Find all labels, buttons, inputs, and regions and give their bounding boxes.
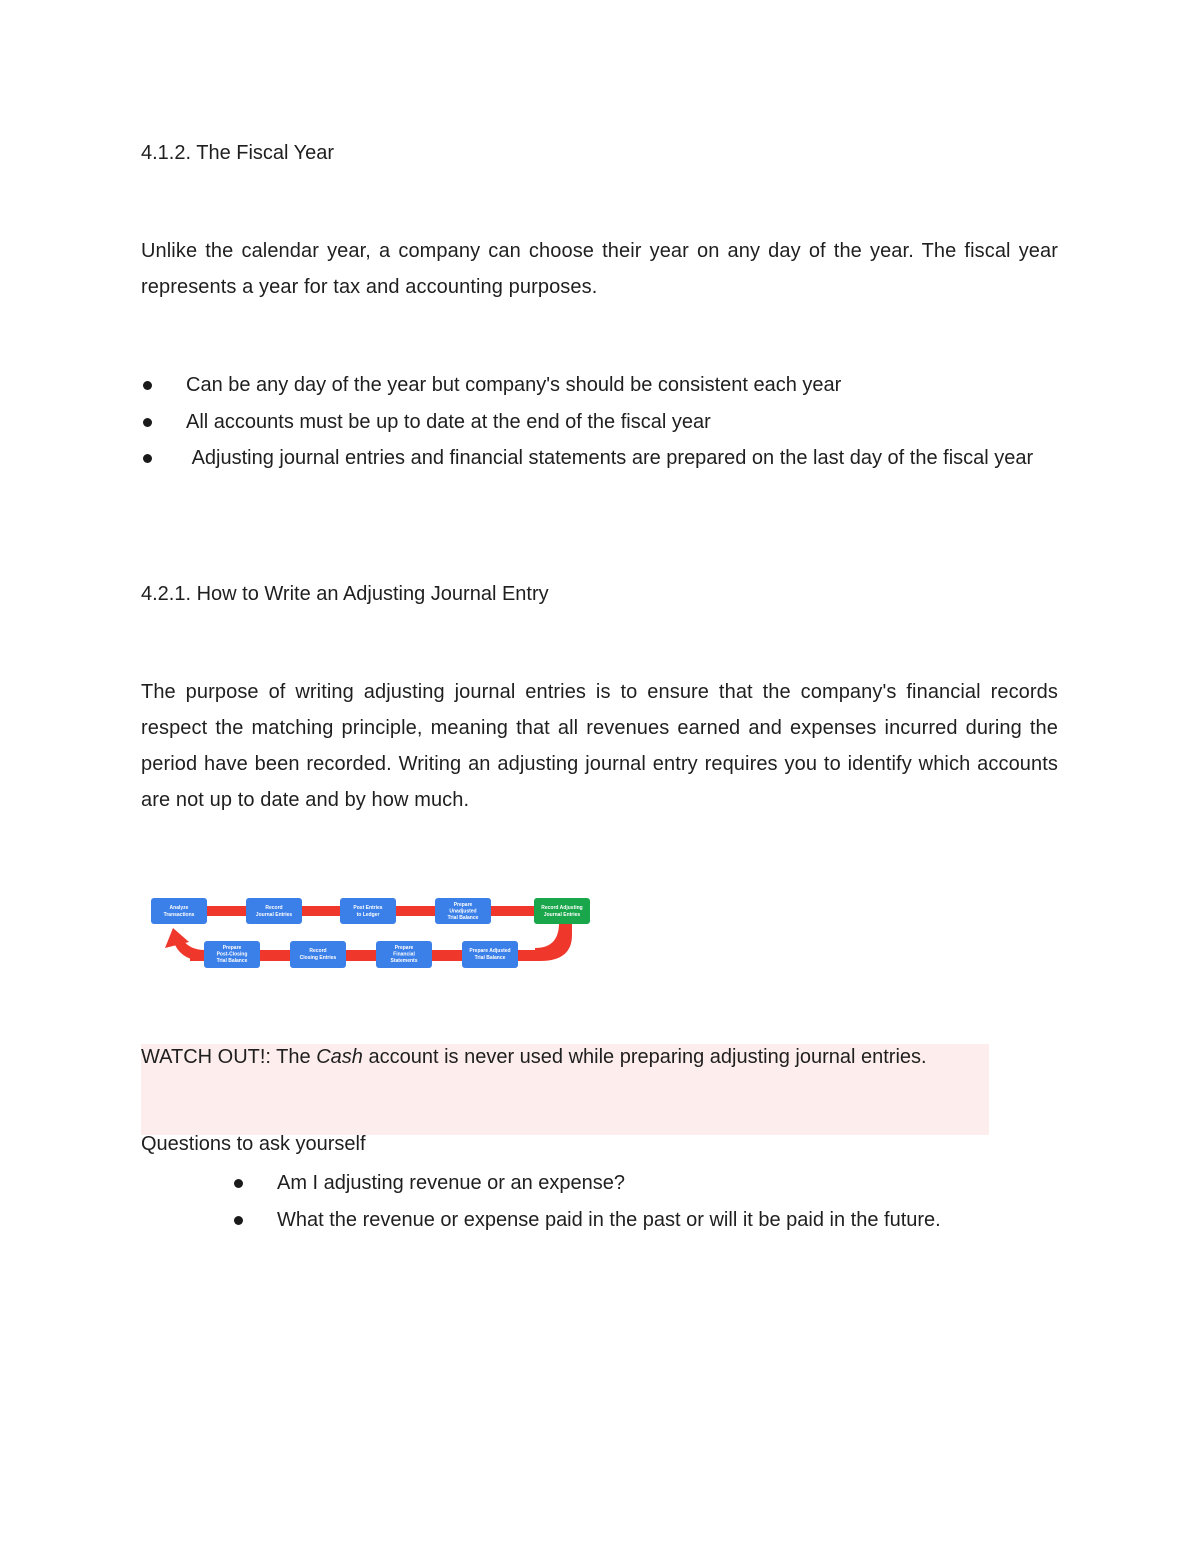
cycle-step <box>376 941 432 968</box>
cycle-step-label: Record <box>309 948 327 954</box>
watch-out-prefix: WATCH OUT!: The <box>141 1046 317 1068</box>
cycle-step-label: Unadjusted <box>449 908 477 915</box>
cycle-step-label: Post-Closing <box>216 951 248 958</box>
cycle-step-highlighted <box>534 898 590 924</box>
watch-out-suffix: account is never used while preparing adjusting journal entries. <box>362 1046 927 1068</box>
cycle-step-label: Prepare <box>394 945 414 951</box>
cycle-step-label: Analyze <box>169 905 189 911</box>
cycle-step-label: Transactions <box>163 912 195 918</box>
cycle-step-label: Trial Balance <box>447 915 479 921</box>
cycle-step-label: Record <box>265 905 283 911</box>
list-item <box>141 404 1058 441</box>
list-item <box>141 440 1058 477</box>
list-item-text: Am I adjusting revenue or an expense? <box>277 1172 625 1194</box>
list-item-text: What the revenue or expense paid in the past or will it be paid in the future. <box>277 1208 941 1231</box>
accounting-cycle-diagram <box>145 890 600 975</box>
section-heading-adjusting-entry: 4.2.1. How to Write an Adjusting Journal Entry <box>141 583 549 605</box>
cycle-step <box>290 941 346 968</box>
fiscal-year-bullet-list <box>141 367 1058 477</box>
questions-bullet-list <box>231 1165 1031 1238</box>
cycle-step-label: Closing Entries <box>299 955 337 961</box>
cycle-step-label: Financial <box>393 951 415 958</box>
cycle-step-label: Journal Entries <box>543 912 581 918</box>
bullet-icon <box>234 1179 243 1188</box>
watch-out-text <box>141 1041 927 1073</box>
cycle-step-label: Prepare <box>453 902 473 908</box>
cycle-step-label: Statements <box>390 958 418 964</box>
bullet-icon <box>143 418 152 427</box>
cycle-step-label: Journal Entries <box>255 912 293 918</box>
watch-out-emphasis: Cash <box>316 1046 363 1068</box>
cycle-step <box>462 941 518 968</box>
cycle-step-label: to Ledger <box>356 912 380 918</box>
list-item-text: Adjusting journal entries and financial statements are prepared on the last day of the fiscal year <box>186 447 1034 469</box>
cycle-step <box>204 941 260 968</box>
list-item-text: Can be any day of the year but company's should be consistent each year <box>186 374 842 396</box>
bullet-icon <box>143 381 152 390</box>
cycle-step-label: Prepare Adjusted <box>469 948 511 954</box>
cycle-step-label: Trial Balance <box>216 958 248 964</box>
cycle-step <box>435 898 491 924</box>
list-item <box>141 367 1058 404</box>
fiscal-year-paragraph: Unlike the calendar year, a company can choose their year on any day of the year. The fiscal year represents a year for tax and accounting purposes. <box>141 240 1058 298</box>
cycle-step <box>340 898 396 924</box>
cycle-step-label: Post Entries <box>353 905 383 911</box>
cycle-step <box>151 898 207 924</box>
cycle-step <box>246 898 302 924</box>
questions-heading: Questions to ask yourself <box>141 1133 366 1155</box>
cycle-step-label: Record Adjusting <box>541 905 583 911</box>
list-item <box>231 1202 1031 1239</box>
cycle-step-label: Trial Balance <box>474 955 506 961</box>
adjusting-entry-paragraph: The purpose of writing adjusting journal entries is to ensure that the company's financial records respect the matching principle, meaning that all revenues earned and expenses incurred during the period have been recorded. Writing an adjusting journal entry requires you to identify which accounts are not up to date and by how much. <box>141 681 1058 811</box>
cycle-step-label: Prepare <box>222 945 242 951</box>
list-item <box>231 1165 1031 1202</box>
bullet-icon <box>234 1216 243 1225</box>
section-heading-fiscal-year: 4.1.2. The Fiscal Year <box>141 142 335 164</box>
bullet-icon <box>143 454 152 463</box>
list-item-text: All accounts must be up to date at the end of the fiscal year <box>186 410 711 433</box>
